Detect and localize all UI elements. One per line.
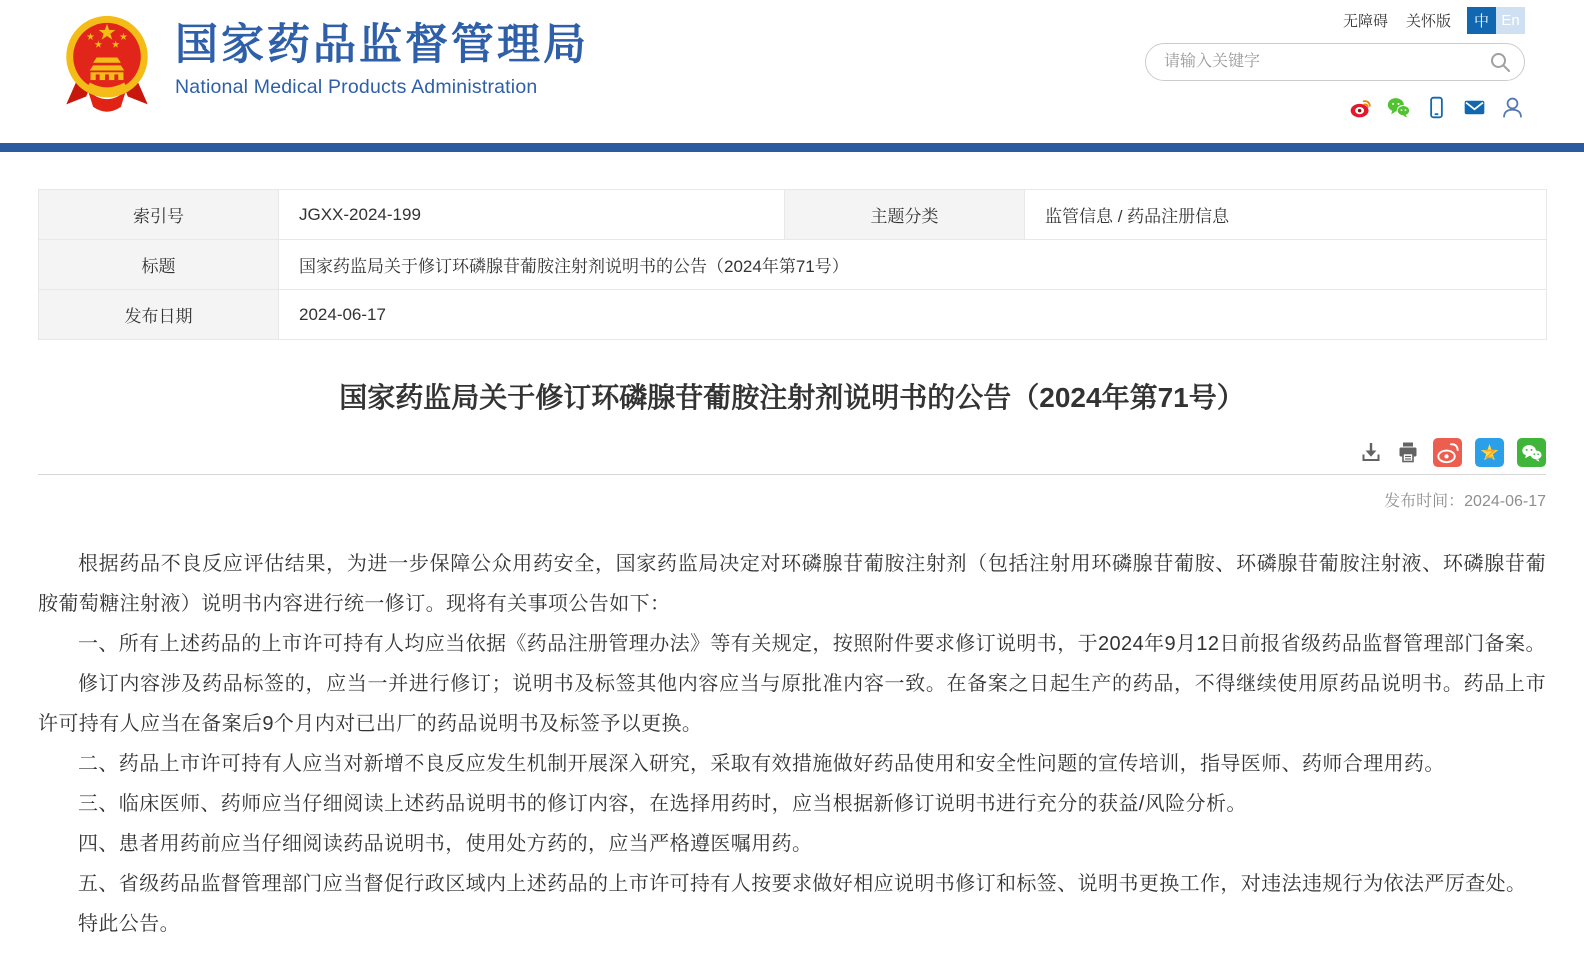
paragraph-item-2: 二、药品上市许可持有人应当对新增不良反应发生机制开展深入研究，采取有效措施做好药品使用和安全性问题的宣传培训，指导医师、药师合理用药。 xyxy=(78,753,1445,775)
accessibility-link[interactable]: 无障碍 xyxy=(1342,13,1388,30)
header-social-icons xyxy=(1145,95,1525,120)
weibo-icon[interactable] xyxy=(1348,95,1373,120)
site-subtitle: National Medical Products Administration xyxy=(175,75,538,98)
document-meta-table xyxy=(38,189,1547,340)
article-body xyxy=(38,544,1546,944)
search-input[interactable] xyxy=(1145,43,1525,81)
lang-en-button[interactable]: En xyxy=(1496,7,1525,34)
publish-time-label: 发布时间： xyxy=(1384,493,1465,510)
wechat-icon[interactable] xyxy=(1386,95,1411,120)
language-toggle xyxy=(1467,7,1525,34)
meta-title-value: 国家药监局关于修订环磷腺苷葡胺注射剂说明书的公告（2024年第71号） xyxy=(279,240,1547,290)
publish-time xyxy=(38,488,1546,511)
paragraph-closing: 特此公告。 xyxy=(78,913,180,935)
share-weibo-icon[interactable] xyxy=(1433,438,1462,467)
title-divider xyxy=(38,474,1546,475)
user-icon[interactable] xyxy=(1500,95,1525,120)
article-title: 国家药监局关于修订环磷腺苷葡胺注射剂说明书的公告（2024年第71号） xyxy=(339,382,1245,413)
meta-category-value: 监管信息 / 药品注册信息 xyxy=(1025,190,1547,240)
search-icon[interactable] xyxy=(1488,50,1512,74)
meta-index-value: JGXX-2024-199 xyxy=(279,190,785,240)
meta-title-label: 标题 xyxy=(39,240,279,290)
meta-date-value: 2024-06-17 xyxy=(279,290,1547,340)
page-content xyxy=(38,189,1546,944)
publish-time-value: 2024-06-17 xyxy=(1464,493,1546,510)
article-toolbar xyxy=(38,437,1546,467)
table-row xyxy=(39,190,1547,240)
mail-icon[interactable] xyxy=(1462,95,1487,120)
site-title: 国家药品监督管理局 xyxy=(175,21,589,70)
paragraph-item-5: 五、省级药品监督管理部门应当督促行政区域内上述药品的上市许可持有人按要求做好相应说明书修订和标签、说明书更换工作，对违法违规行为依法严厉查处。 xyxy=(78,873,1527,895)
share-wechat-icon[interactable] xyxy=(1517,438,1546,467)
lang-zh-button[interactable]: 中 xyxy=(1467,7,1496,34)
header-top-links xyxy=(1145,7,1525,34)
meta-category-label: 主题分类 xyxy=(785,190,1025,240)
paragraph-item-4: 四、患者用药前应当仔细阅读药品说明书，使用处方药的，应当严格遵医嘱用药。 xyxy=(78,833,813,855)
site-search xyxy=(1145,43,1525,81)
meta-index-label: 索引号 xyxy=(39,190,279,240)
print-icon[interactable] xyxy=(1396,440,1420,464)
paragraph-item-1: 一、所有上述药品的上市许可持有人均应当依据《药品注册管理办法》等有关规定，按照附件要求修订说明书，于2024年9月12日前报省级药品监督管理部门备案。 xyxy=(78,633,1546,655)
mobile-icon[interactable] xyxy=(1424,95,1449,120)
share-qzone-icon[interactable] xyxy=(1475,438,1504,467)
national-emblem-icon xyxy=(55,8,159,114)
table-row xyxy=(39,290,1547,340)
paragraph-item-3: 三、临床医师、药师应当仔细阅读上述药品说明书的修订内容，在选择用药时，应当根据新修订说明书进行充分的获益/风险分析。 xyxy=(78,793,1247,815)
site-header xyxy=(0,0,1584,143)
meta-date-label: 发布日期 xyxy=(39,290,279,340)
paragraph-intro: 根据药品不良反应评估结果，为进一步保障公众用药安全，国家药监局决定对环磷腺苷葡胺注射剂（包括注射用环磷腺苷葡胺、环磷腺苷葡胺注射液、环磷腺苷葡胺葡萄糖注射液）说明书内容进行统一修订。现将有关事项公告如下： xyxy=(38,553,1546,615)
header-divider-bar xyxy=(0,143,1584,152)
download-icon[interactable] xyxy=(1359,440,1383,464)
table-row xyxy=(39,240,1547,290)
paragraph-item-1b: 修订内容涉及药品标签的，应当一并进行修订；说明书及标签其他内容应当与原批准内容一致。在备案之日起生产的药品，不得继续使用原药品说明书。药品上市许可持有人应当在备案后9个月内对已出厂的药品说明书及标签予以更换。 xyxy=(38,673,1546,735)
care-version-link[interactable]: 关怀版 xyxy=(1405,13,1451,30)
